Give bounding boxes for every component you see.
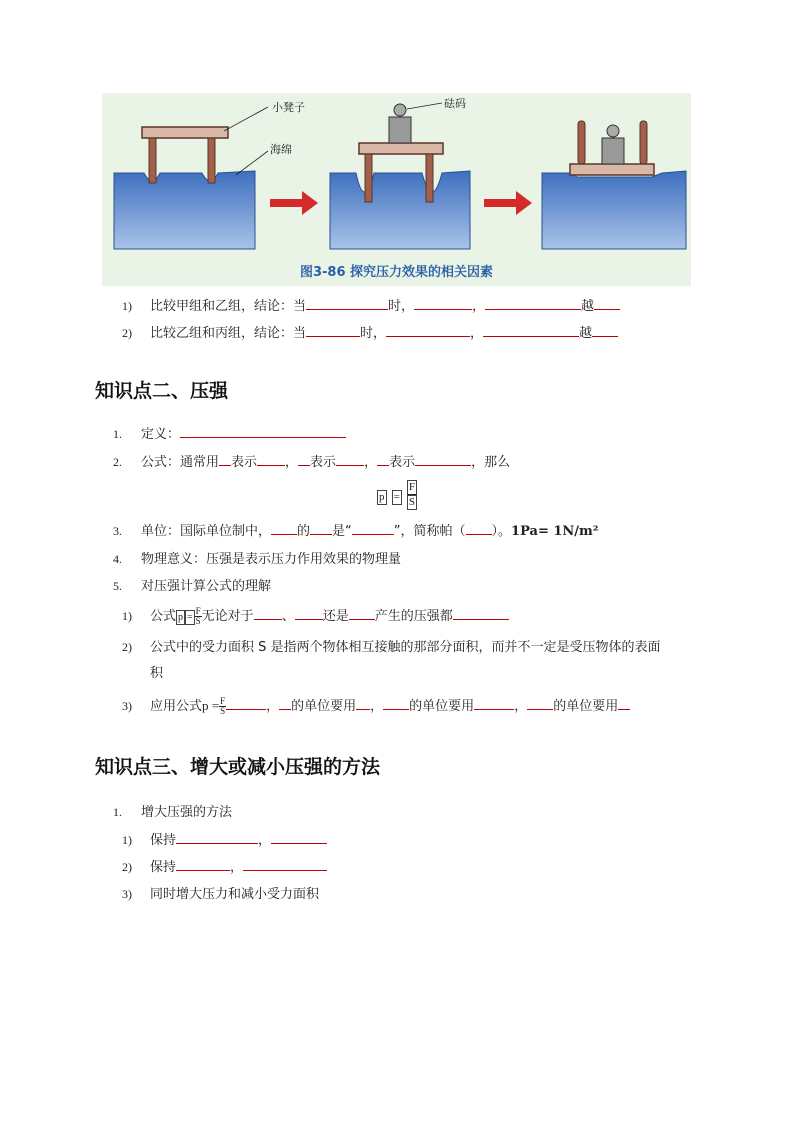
s2-sub-2-cont: 积 (150, 666, 164, 681)
blank[interactable] (594, 297, 620, 310)
blank[interactable] (306, 324, 360, 337)
s2-sub-3: 3) 应用公式p = $\frac{F}{S}$ ， 的单位要用 ， 的单位要用 ， 的单位要用 (122, 697, 630, 716)
stool-2-leg-left (365, 154, 372, 202)
blank[interactable] (219, 453, 231, 466)
blank[interactable] (176, 858, 230, 871)
s3-item-1: 1. 增大压强的方法 (113, 805, 233, 820)
compare-2: 2) 比较乙组和丙组，结论：当 时， ， 越 (122, 324, 618, 343)
s2-sub-1: 1) 公式 p = $\frac{F}{S}$ 无论对于 、 还是 产生的压强都 (122, 607, 509, 626)
sponge-3 (542, 171, 686, 249)
blank[interactable] (377, 453, 389, 466)
stool-3-leg-right (640, 121, 647, 164)
s2-item-4: 4. 物理意义：压强是表示压力作用效果的物理量 (113, 552, 402, 567)
blank[interactable] (485, 297, 581, 310)
blank[interactable] (356, 697, 370, 710)
section-3-title: 知识点三、增大或减小压强的方法 (95, 756, 381, 778)
arrow-1 (270, 191, 318, 215)
formula-eq: = (393, 490, 400, 503)
s3-sub-2: 2) 保持 ， (122, 858, 327, 877)
blank[interactable] (592, 324, 618, 337)
blank[interactable] (466, 522, 492, 535)
blank[interactable] (349, 607, 375, 620)
blank[interactable] (386, 324, 470, 337)
blank[interactable] (352, 522, 394, 535)
pressure-formula (377, 480, 417, 510)
blank[interactable] (383, 697, 409, 710)
label-stool: 小凳子 (272, 101, 305, 114)
figure-illustration (102, 93, 691, 286)
label-weight: 砝码 (444, 97, 466, 110)
weight-2 (389, 117, 411, 143)
blank[interactable] (306, 297, 388, 310)
s2-item-3: 3. 单位：国际单位制中， 的 是“ ”，简称帕（ ）。1Pa= 1N/m² (113, 524, 599, 539)
blank[interactable] (226, 697, 266, 710)
blank[interactable] (618, 697, 630, 710)
blank[interactable] (257, 453, 285, 466)
blank[interactable] (336, 453, 364, 466)
s2-item-5: 5. 对压强计算公式的理解 (113, 579, 272, 594)
blank[interactable] (279, 697, 291, 710)
stool-3-seat (570, 164, 654, 175)
s3-sub-3: 3) 同时增大压力和减小受力面积 (122, 887, 320, 902)
blank[interactable] (298, 453, 310, 466)
stool-1-leg-right (208, 138, 215, 183)
stool-1-leg-left (149, 138, 156, 183)
blank[interactable] (474, 697, 514, 710)
blank[interactable] (243, 858, 327, 871)
unit-pascal: 1Pa= 1N/m² (511, 524, 599, 539)
s2-item-1: 1. 定义： (113, 425, 346, 444)
stool-1-seat (142, 127, 228, 138)
blank[interactable] (271, 831, 327, 844)
formula-p: p (379, 490, 385, 503)
stool-2-seat (359, 143, 443, 154)
blank[interactable] (415, 453, 471, 466)
experiment-figure (102, 93, 691, 286)
s2-item-2: 2. 公式：通常用 表示 ， 表示 ， 表示 ，那么 (113, 455, 511, 470)
s3-sub-1: 1) 保持 ， (122, 831, 327, 850)
blank[interactable] (254, 607, 282, 620)
s2-sub-2: 2) 公式中的受力面积 S 是指两个物体相互接触的那部分面积，而并不一定是受压物体的表面 (122, 640, 661, 655)
sponge-2 (330, 171, 470, 249)
blank[interactable] (176, 831, 258, 844)
blank[interactable] (310, 522, 332, 535)
section-2-title: 知识点二、压强 (95, 380, 229, 402)
blank[interactable] (483, 324, 579, 337)
label-sponge: 海绵 (270, 143, 292, 156)
blank[interactable] (271, 522, 297, 535)
stool-3-leg-left (578, 121, 585, 164)
figure-caption: 图3-86 探究压力效果的相关因素 (299, 265, 494, 280)
sponge-1 (114, 171, 255, 249)
compare-1: 1) 比较甲组和乙组，结论：当 时， ， 越 (122, 297, 620, 316)
blank[interactable] (180, 425, 346, 438)
stool-2-leg-right (426, 154, 433, 202)
blank[interactable] (414, 297, 472, 310)
arrow-2 (484, 191, 532, 215)
blank[interactable] (295, 607, 323, 620)
blank[interactable] (527, 697, 553, 710)
weight-3 (602, 138, 624, 164)
blank[interactable] (453, 607, 509, 620)
formula-fraction: $\frac{F}{S}$ (408, 481, 416, 508)
